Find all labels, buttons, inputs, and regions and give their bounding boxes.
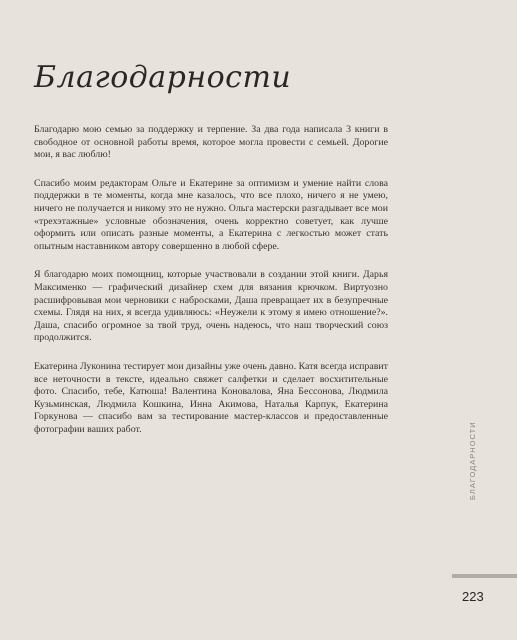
paragraph-family: Благодарю мою семью за поддержку и терпение. За два года написала 3 книги в свободное от основной работы время, которое могла провести с семьей. Дорогие мои, я вас люблю!: [34, 124, 388, 161]
page-title: Благодарности: [34, 60, 292, 95]
paragraph-helpers: Я благодарю моих помощниц, которые участвовали в создании этой книги. Дарья Максименко — графический дизайнер схем для вязания крючком. Виртуозно расшифровывая мои черновики с набросками, Даша превращает их в безупречные схемы. Глядя на них, я всегда удивляюсь: «Неужели к этому я имею отношение?». Даша, спасибо огромное за твой труд, очень надеюсь, что наш творческий союз продолжится.: [34, 269, 388, 344]
side-tab-label: БЛАГОДАРНОСТИ: [468, 421, 477, 500]
paragraph-testers: Екатерина Луконина тестирует мои дизайны уже очень давно. Катя всегда исправит все неточности в тексте, идеально свяжет салфетки и сделает восхитительные фото. Спасибо, тебе, Катюша! Валентина Коновалова, Яна Бессонова, Людмила Кузьминская, Людмила Кошкина, Инна Акимова, Наталья Карпук, Екатерина Горкунова — спасибо вам за тестирование мастер-классов и предоставленные фотографии ваших работ.: [34, 360, 388, 435]
page-number: 223: [462, 589, 484, 604]
body-text: [34, 124, 388, 452]
side-tab-divider: [452, 574, 517, 578]
paragraph-editors: Спасибо моим редакторам Ольге и Екатерине за оптимизм и умение найти слова поддержки в те моменты, когда мне казалось, что все плохо, ничего я не умею, ничего не получается и никому это не нужно. Ольга мастерски разгадывает все мои «трехэтажные» условные обозначения, очень корректно советует, как лучше оформить или описать разные моменты, а Екатерина с легкостью может стать опытным наставником автору совершенно в любой сфере.: [34, 177, 388, 252]
